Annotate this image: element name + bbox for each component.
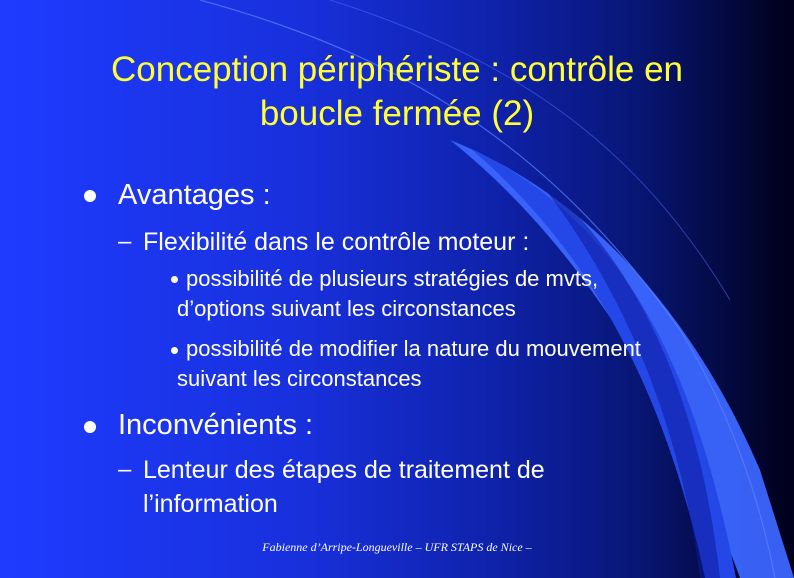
slide-title — [0, 48, 794, 136]
subitem-modifier-line2: suivant les circonstances — [177, 366, 422, 391]
item-lenteur-line2: l’information — [143, 490, 278, 518]
small-bullet-icon — [171, 347, 178, 354]
title-line-2: boucle fermée (2) — [259, 94, 535, 133]
title-line-1: Conception périphériste : contrôle en — [110, 50, 683, 89]
dash-icon: – — [118, 456, 132, 483]
heading-inconvenients: Inconvénients : — [118, 409, 314, 441]
bullet-dot-icon — [84, 190, 96, 202]
dash-icon: – — [118, 228, 132, 255]
item-lenteur-line1: Lenteur des étapes de traitement de — [143, 456, 545, 484]
item-flexibilite: Flexibilité dans le contrôle moteur : — [143, 228, 530, 256]
subitem-strategies-line2: d’options suivant les circonstances — [177, 296, 516, 321]
subitem-strategies-line1: possibilité de plusieurs stratégies de mvts, — [186, 266, 599, 291]
small-bullet-icon — [171, 276, 178, 283]
bullet-dot-icon — [84, 421, 96, 433]
subitem-modifier-line1: possibilité de modifier la nature du mouvement — [186, 336, 641, 361]
footer-credit: Fabienne d’Arripe-Longueville – UFR STAPS de Nice – — [262, 540, 532, 554]
heading-avantages: Avantages : — [118, 179, 271, 211]
